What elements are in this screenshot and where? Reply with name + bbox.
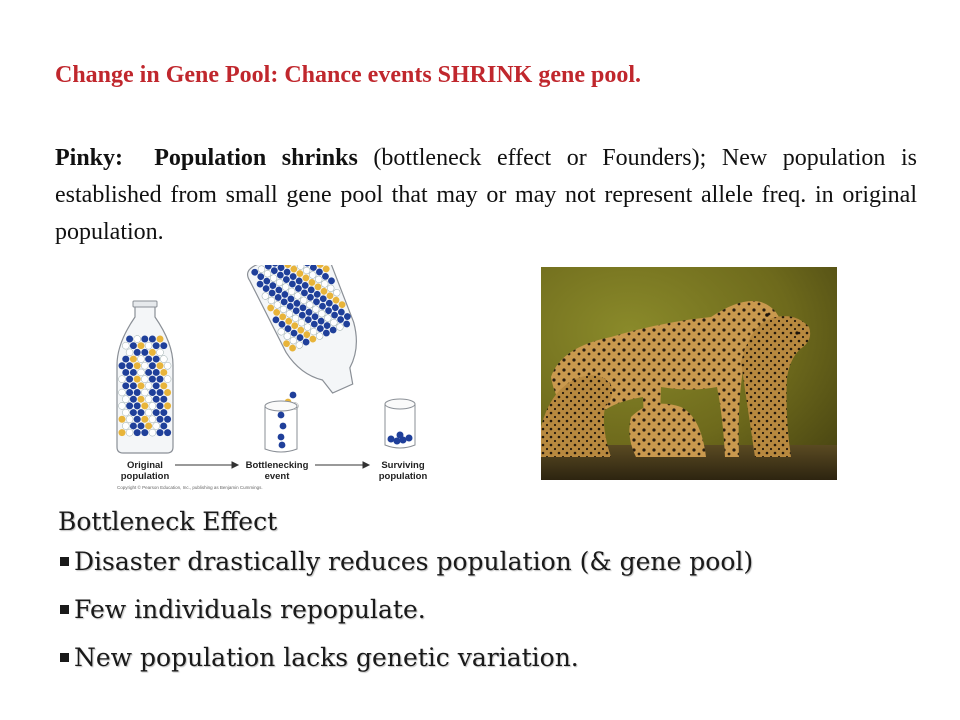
bead bbox=[119, 402, 126, 409]
bead bbox=[138, 396, 145, 403]
bead bbox=[157, 416, 164, 423]
bead bbox=[130, 356, 137, 363]
original-bottle-cap bbox=[133, 301, 157, 307]
para-rest: (bottleneck effect or Founders); New population is established from small gene pool that may or may not represent allele freq. in original population. bbox=[55, 145, 918, 245]
bead bbox=[134, 362, 141, 369]
bead bbox=[134, 389, 141, 396]
bullet-list bbox=[58, 505, 918, 689]
para-lead: Pinky: bbox=[55, 145, 124, 171]
bead bbox=[126, 402, 133, 409]
falling-bead bbox=[278, 434, 285, 441]
bead bbox=[164, 429, 171, 436]
surviving-bead bbox=[397, 432, 404, 439]
bead bbox=[160, 396, 167, 403]
bead bbox=[122, 409, 129, 416]
surviving-population-beads bbox=[388, 432, 413, 445]
bead bbox=[149, 416, 156, 423]
bead bbox=[130, 422, 137, 429]
square-bullet-icon bbox=[60, 653, 69, 662]
cheetah-photo-svg bbox=[541, 267, 837, 480]
bead bbox=[157, 362, 164, 369]
bead bbox=[145, 342, 152, 349]
square-bullet-icon bbox=[60, 557, 69, 566]
bead bbox=[126, 349, 133, 356]
arrow-1 bbox=[175, 462, 238, 468]
bead bbox=[160, 342, 167, 349]
bead bbox=[126, 416, 133, 423]
bead bbox=[153, 382, 160, 389]
bead bbox=[126, 336, 133, 343]
falling-beads bbox=[278, 392, 299, 449]
falling-bead bbox=[280, 423, 287, 430]
bead bbox=[134, 376, 141, 383]
label-original-1: Original bbox=[127, 460, 163, 471]
bead bbox=[119, 376, 126, 383]
bottleneck-diagram bbox=[95, 265, 455, 505]
bead bbox=[153, 369, 160, 376]
bead bbox=[134, 429, 141, 436]
cheetah-photo bbox=[541, 267, 837, 480]
bullet-text: Few individuals repopulate. bbox=[74, 595, 426, 624]
cheetah-eye bbox=[765, 313, 769, 317]
bead bbox=[164, 416, 171, 423]
bullet-text: New population lacks genetic variation. bbox=[74, 643, 579, 672]
bead bbox=[138, 342, 145, 349]
bead bbox=[145, 356, 152, 363]
bead bbox=[145, 396, 152, 403]
surviving-cup-rim bbox=[385, 399, 415, 409]
bead bbox=[164, 376, 171, 383]
bead bbox=[134, 349, 141, 356]
bead bbox=[145, 382, 152, 389]
label-original-2: population bbox=[120, 471, 170, 482]
bead bbox=[138, 356, 145, 363]
bead bbox=[164, 402, 171, 409]
bead bbox=[157, 349, 164, 356]
bead bbox=[134, 402, 141, 409]
bead bbox=[157, 389, 164, 396]
bead bbox=[134, 336, 141, 343]
arrow-2 bbox=[315, 462, 369, 468]
bead bbox=[119, 416, 126, 423]
cheetah-eye bbox=[795, 331, 798, 334]
bead bbox=[119, 362, 126, 369]
bullet-item bbox=[58, 545, 918, 579]
bead bbox=[149, 349, 156, 356]
falling-bead bbox=[278, 412, 285, 419]
slide-title: Change in Gene Pool: Chance events SHRINK gene pool. bbox=[55, 62, 642, 88]
bead bbox=[141, 376, 148, 383]
bead bbox=[130, 382, 137, 389]
bead bbox=[145, 409, 152, 416]
bottleneck-cup-rim bbox=[265, 401, 297, 411]
bead bbox=[119, 389, 126, 396]
bead bbox=[130, 342, 137, 349]
bead bbox=[145, 369, 152, 376]
bead bbox=[157, 402, 164, 409]
bead bbox=[126, 389, 133, 396]
para-bold-phrase: Population shrinks bbox=[154, 145, 358, 171]
label-bottleneck-1: Bottlenecking bbox=[245, 460, 309, 471]
bead bbox=[126, 429, 133, 436]
bead bbox=[122, 369, 129, 376]
bullet-item bbox=[58, 641, 918, 675]
bead bbox=[122, 342, 129, 349]
bead bbox=[153, 422, 160, 429]
bead bbox=[141, 429, 148, 436]
surviving-bead bbox=[394, 438, 401, 445]
bead bbox=[164, 362, 171, 369]
bead bbox=[141, 416, 148, 423]
surviving-bead bbox=[406, 435, 413, 442]
square-bullet-icon bbox=[60, 605, 69, 614]
bead bbox=[149, 402, 156, 409]
bead bbox=[134, 416, 141, 423]
bead bbox=[149, 336, 156, 343]
bead bbox=[130, 396, 137, 403]
bead bbox=[149, 376, 156, 383]
bead bbox=[141, 349, 148, 356]
bead bbox=[160, 422, 167, 429]
bead bbox=[145, 422, 152, 429]
bead bbox=[149, 389, 156, 396]
label-surviving-2: population bbox=[378, 471, 428, 482]
bead bbox=[122, 396, 129, 403]
bead bbox=[122, 382, 129, 389]
explanation-paragraph bbox=[55, 140, 917, 251]
bead bbox=[138, 422, 145, 429]
tilted-bottle bbox=[245, 265, 381, 405]
bead bbox=[141, 362, 148, 369]
bead bbox=[157, 429, 164, 436]
label-bottleneck-2: event bbox=[264, 471, 290, 482]
bead bbox=[122, 422, 129, 429]
bead bbox=[153, 409, 160, 416]
bead bbox=[153, 396, 160, 403]
bead bbox=[157, 336, 164, 343]
bead bbox=[164, 389, 171, 396]
falling-bead bbox=[279, 442, 286, 449]
bottleneck-diagram-svg bbox=[95, 265, 455, 505]
bead bbox=[160, 382, 167, 389]
bead bbox=[141, 402, 148, 409]
bullet-item bbox=[58, 593, 918, 627]
bead bbox=[126, 376, 133, 383]
bead bbox=[130, 369, 137, 376]
bead bbox=[153, 342, 160, 349]
bead bbox=[138, 409, 145, 416]
bead bbox=[157, 376, 164, 383]
surviving-bead bbox=[388, 436, 395, 443]
copyright-note: Copyright © Pearson Education, Inc., publishing as Benjamin Cummings. bbox=[117, 485, 263, 490]
bead bbox=[141, 336, 148, 343]
bead bbox=[138, 382, 145, 389]
bead bbox=[119, 429, 126, 436]
label-surviving-1: Surviving bbox=[381, 460, 425, 471]
bullet-heading: Bottleneck Effect bbox=[58, 507, 278, 536]
bead bbox=[160, 409, 167, 416]
bead bbox=[126, 362, 133, 369]
falling-bead bbox=[290, 392, 297, 399]
bullet-text: Disaster drastically reduces population (& gene pool) bbox=[74, 547, 754, 576]
bead bbox=[130, 409, 137, 416]
bead bbox=[153, 356, 160, 363]
bead bbox=[141, 389, 148, 396]
bead bbox=[122, 356, 129, 363]
bead bbox=[160, 369, 167, 376]
bead bbox=[160, 356, 167, 363]
bead bbox=[138, 369, 145, 376]
bead bbox=[149, 362, 156, 369]
bead bbox=[149, 429, 156, 436]
